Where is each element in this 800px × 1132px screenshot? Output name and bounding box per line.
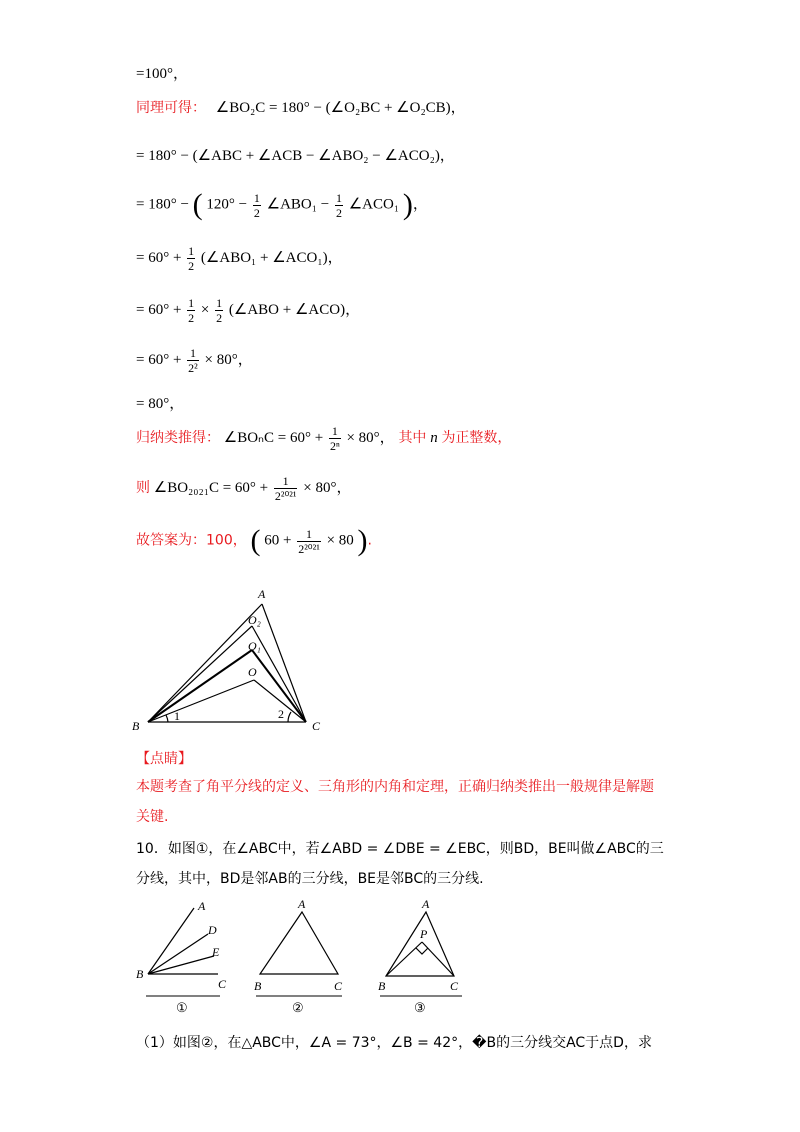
- ray-bd: [148, 934, 208, 974]
- eq-line-1: [136, 62, 188, 83]
- paren: (: [250, 524, 261, 557]
- eq-text: (∠ABO₁ + ∠ACO₁)，: [200, 249, 343, 266]
- eq-text-red: 为正整数，: [441, 429, 512, 446]
- fraction: [215, 296, 223, 325]
- numerator: 1: [188, 296, 195, 310]
- period: .: [367, 532, 372, 549]
- var-n: n: [430, 429, 438, 446]
- numerator: 1: [253, 190, 260, 205]
- label-B: B: [132, 719, 140, 732]
- eq-text: ∠BOₙC = 60° +: [223, 429, 324, 446]
- figure-3-triangle-p: [370, 896, 480, 1014]
- denominator: 2: [188, 259, 195, 273]
- denominator: 2²: [188, 361, 198, 375]
- eq-line-7: [136, 346, 253, 375]
- label-D: D: [208, 923, 217, 937]
- eq-line-2: [136, 96, 466, 117]
- fraction: [187, 296, 195, 325]
- eq-line-5: [136, 244, 343, 273]
- label-B: B: [378, 979, 386, 993]
- problem-10-line-2: 分线，其中，BD是邻AB的三分线，BE是邻BC的三分线.: [136, 871, 484, 887]
- eq-text: ×: [200, 301, 210, 318]
- numerator: 1: [216, 296, 223, 310]
- label-C: C: [334, 979, 343, 993]
- triangle-figure: [128, 584, 338, 732]
- figure-1-angle-trisection: [128, 896, 238, 1014]
- problem-10-line-1: 10．如图①，在∠ABC中，若∠ABD = ∠DBE = ∠EBC，则BD，BE叫做∠ABC的三: [136, 841, 664, 857]
- denominator: 2: [335, 205, 342, 220]
- denominator: 2ⁿ: [329, 439, 340, 453]
- label-C: C: [218, 977, 227, 991]
- eq-text: = 80°，: [136, 396, 185, 412]
- label-O1: O₁: [248, 639, 261, 653]
- caption-2: ②: [292, 1000, 304, 1014]
- label-P: P: [420, 927, 428, 941]
- fraction: [329, 424, 341, 453]
- angle-1-arc: [166, 715, 168, 722]
- numerator: 1: [335, 190, 342, 205]
- eq-text: × 80: [326, 532, 354, 549]
- ray-be: [148, 956, 214, 974]
- eq-text: × 80°，: [204, 351, 253, 368]
- numerator: 1: [329, 424, 341, 439]
- label-angle-2: 2: [278, 707, 284, 721]
- paren: ): [402, 188, 413, 221]
- eq-text: = 60° +: [136, 351, 182, 368]
- eq-line-8: [136, 392, 184, 413]
- eq-text: = 180° −: [136, 196, 189, 213]
- label-angle-1: 1: [174, 709, 180, 723]
- numerator: 1: [297, 527, 321, 542]
- label-tongli: 同理可得：: [136, 100, 206, 116]
- denominator: 2²⁰²¹: [298, 541, 320, 556]
- fraction: [253, 191, 261, 220]
- denominator: 2: [253, 205, 260, 220]
- edge-bo1: [148, 650, 252, 722]
- eq-text: ∠ACO₁: [348, 196, 400, 213]
- label-C: C: [450, 979, 459, 993]
- eq-text: × 80°，: [346, 429, 395, 446]
- eq-text: ∠BO₂C = 180° − (∠O₂BC + ∠O₂CB)，: [215, 100, 466, 116]
- eq-line-11: [136, 524, 372, 558]
- label-E: E: [212, 945, 220, 959]
- comment-heading: 【点睛】: [136, 751, 192, 767]
- eq-text: 60 +: [264, 532, 292, 549]
- denominator: 2: [188, 311, 195, 325]
- eq-line-9: [136, 424, 511, 453]
- denominator: 2: [216, 311, 223, 325]
- label-B: B: [136, 967, 144, 981]
- eq-text: =100°，: [136, 66, 188, 82]
- fraction: [187, 346, 199, 375]
- eq-line-6: [136, 296, 360, 325]
- eq-line-4: [136, 188, 428, 222]
- eq-text: 120° −: [206, 196, 248, 213]
- caption-3: ③: [414, 1000, 426, 1014]
- problem-10-sub-1: （1）如图②，在△ABC中，∠A = 73°，∠B = 42°，�B的三分线交AC于点D，求: [136, 1035, 652, 1051]
- paren: (: [192, 188, 203, 221]
- label-O: O: [248, 665, 257, 679]
- comma: ，: [412, 196, 428, 213]
- ray-ba: [148, 908, 194, 974]
- label-O2: O₂: [248, 613, 261, 627]
- eq-text: (∠ABO + ∠ACO)，: [228, 301, 361, 318]
- label-answer: 故答案为：100，: [136, 532, 247, 549]
- triangle-abc: [260, 912, 338, 974]
- eq-text: = 60° +: [136, 301, 182, 318]
- numerator: 1: [188, 244, 195, 258]
- eq-text: ∠ABO₁ −: [266, 196, 330, 213]
- label-guina: 归纳类推得：: [136, 429, 220, 446]
- figure-2-triangle: [248, 896, 358, 1014]
- eq-text: ∠BO₂₀₂₁C = 60° +: [153, 479, 269, 496]
- label-A: A: [258, 587, 266, 601]
- numerator: 1: [187, 346, 199, 361]
- segment-cp: [422, 942, 454, 976]
- paren: ): [357, 524, 368, 557]
- denominator: 2²⁰²¹: [274, 489, 297, 503]
- fraction: [187, 244, 195, 273]
- label-ze: 则: [136, 479, 150, 496]
- right-angle-mark: [416, 948, 428, 954]
- fraction: [297, 527, 321, 556]
- label-A: A: [422, 897, 430, 911]
- label-B: B: [254, 979, 262, 993]
- edge-bo2: [148, 626, 252, 722]
- label-C: C: [312, 719, 321, 732]
- angle-2-arc: [288, 712, 291, 722]
- eq-text: × 80°，: [303, 479, 352, 496]
- edge-ba: [148, 604, 262, 722]
- eq-text: = 60° +: [136, 249, 182, 266]
- eq-text: = 180° − (∠ABC + ∠ACB − ∠ABO₂ − ∠ACO₂)，: [136, 148, 455, 164]
- numerator: 1: [274, 474, 298, 489]
- label-A: A: [298, 897, 306, 911]
- comment-text-1: 本题考查了角平分线的定义、三角形的内角和定理，正确归纳类推出一般规律是解题: [136, 779, 654, 795]
- caption-1: ①: [176, 1000, 188, 1014]
- eq-line-3: [136, 144, 455, 165]
- comment-text-2: 关键.: [136, 809, 169, 825]
- eq-line-10: [136, 474, 351, 503]
- fraction: [274, 474, 298, 503]
- label-A: A: [198, 899, 206, 913]
- eq-text-red: 其中: [398, 429, 427, 446]
- fraction: [335, 191, 343, 220]
